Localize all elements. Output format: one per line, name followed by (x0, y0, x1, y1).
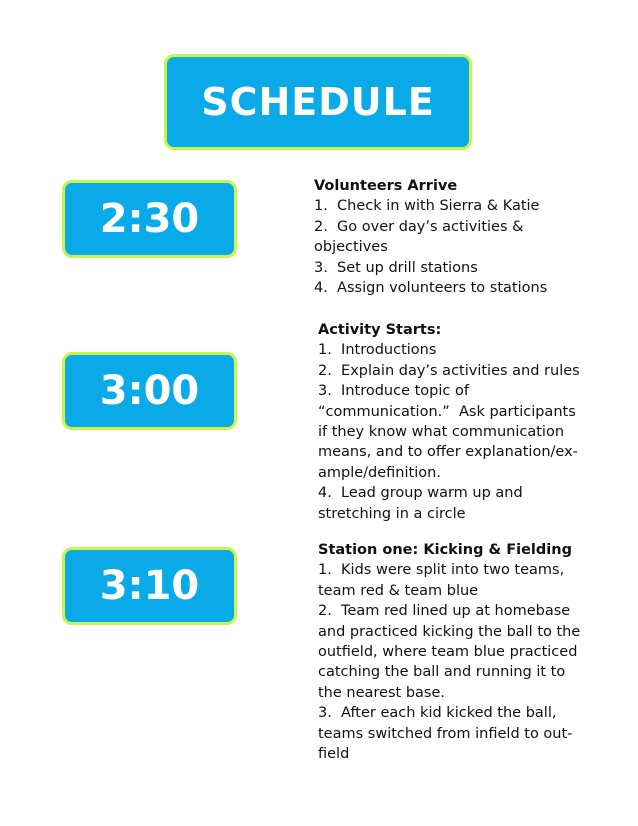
list-item: 3. Introduce topic of “communication.” Ask participants if they know what communication means, and to offer explanation/ex-ample/definition. (318, 383, 581, 481)
list-item: 2. Explain day’s activities and rules (318, 362, 580, 379)
list-item: 1. Check in with Sierra & Katie (314, 198, 540, 215)
time-badge-1 (62, 180, 237, 258)
list-item: 3. After each kid kicked the ball, teams switched from infield to out-field (318, 705, 573, 763)
list-item: 2. Team red lined up at homebase and practiced kicking the ball to the outfield, where team blue practiced catching the ball and running it to the nearest base. (318, 603, 585, 701)
list-item: 1. Introductions (318, 342, 437, 359)
schedule-title-badge (164, 54, 472, 150)
block-heading: Volunteers Arrive (314, 178, 458, 194)
list-item: 2. Go over day’s activities & objectives (314, 218, 529, 256)
time-badge-3 (62, 547, 237, 625)
block-heading: Station one: Kicking & Fielding (318, 542, 572, 558)
time-label: 3:00 (99, 368, 200, 414)
list-item: 4. Assign volunteers to stations (314, 280, 548, 297)
time-label: 2:30 (99, 196, 200, 242)
time-label: 3:10 (99, 563, 200, 609)
list-item: 4. Lead group warm up and stretching in a circle (318, 485, 528, 522)
list-item: 1. Kids were split into two teams, team red & team blue (318, 562, 569, 599)
block-volunteers-arrive (314, 176, 562, 298)
block-station-one (318, 540, 590, 764)
schedule-title: SCHEDULE (201, 80, 435, 124)
block-activity-starts (318, 320, 588, 524)
time-badge-2 (62, 352, 237, 430)
list-item: 3. Set up drill stations (314, 259, 478, 276)
block-heading: Activity Starts: (318, 322, 442, 338)
